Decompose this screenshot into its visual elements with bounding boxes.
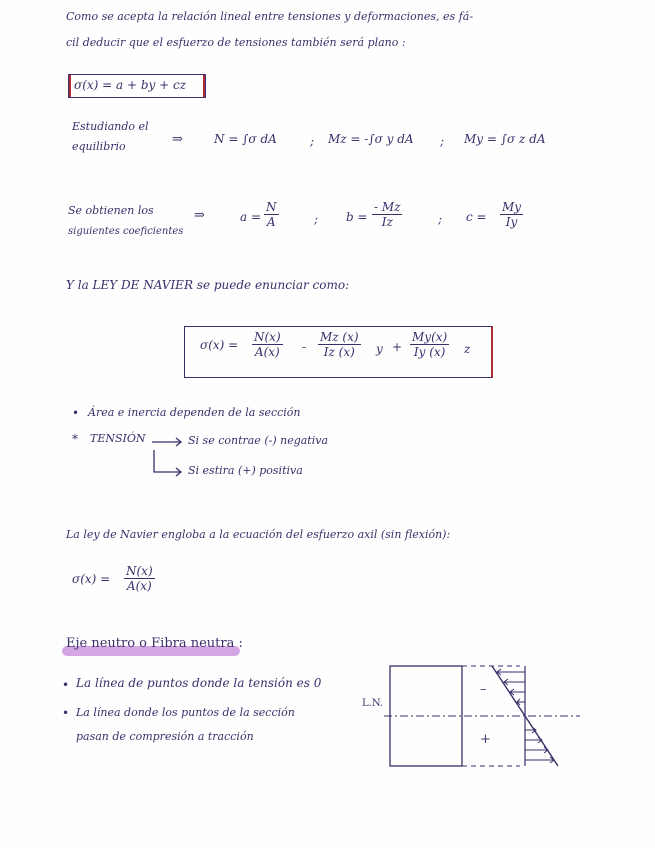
tension-arrows (525, 727, 554, 763)
navier-term-2 (318, 330, 361, 359)
coefficients-label-1: Se obtienen los (68, 204, 154, 217)
coef-a-lhs: a = (240, 210, 262, 224)
navier-term-3 (410, 330, 449, 359)
coef-a-denominator: A (266, 215, 276, 229)
coef-a-fraction (264, 200, 279, 229)
navier-term-1-den: A(x) (254, 345, 280, 359)
bullet-mark: • (62, 678, 70, 692)
separator: ; (440, 134, 445, 148)
coef-b-fraction (372, 200, 402, 229)
axial-denominator: A(x) (126, 579, 152, 593)
tension-sign: + (480, 732, 491, 747)
coefficients-arrow: ⇒ (194, 208, 205, 223)
stress-diagram-svg (360, 660, 590, 770)
bullet-mark: * (72, 432, 78, 446)
coefficients-label-2: siguientes coeficientes (68, 226, 184, 237)
separator: ; (310, 134, 315, 148)
neutral-heading: Eje neutro o Fibra neutra : (66, 636, 243, 651)
navier-op-2: + (392, 340, 403, 354)
equilibrium-arrow: ⇒ (172, 132, 183, 147)
equilibrium-label-2: equilibrio (72, 140, 126, 153)
navier-term-3-num: My(x) (412, 330, 448, 344)
bullet-tension: TENSIÓN (90, 432, 146, 445)
navier-term-2-num: Mz (x) (320, 330, 359, 344)
navier-var-y: y (376, 342, 383, 356)
branch-stretch: Si estira (+) positiva (188, 464, 303, 477)
sigma-formula: σ(x) = a + by + cz (74, 78, 187, 92)
branch-arrows (148, 436, 188, 480)
navier-term-2-den: Iz (x) (323, 345, 355, 359)
intro-line-2: cil deducir que el esfuerzo de tensiones también será plano : (66, 36, 406, 49)
navier-intro: Y la LEY DE NAVIER se puede enunciar como: (66, 278, 350, 292)
equation-my: My = ∫σ z dA (464, 132, 546, 146)
equilibrium-label-1: Estudiando el (72, 120, 149, 133)
navier-term-1 (252, 330, 283, 359)
neutral-point-2-line-2: pasan de compresión a tracción (76, 730, 254, 743)
neutral-axis-label: L.N. (362, 698, 384, 709)
bullet-area-inertia: Área e inercia dependen de la sección (88, 406, 301, 419)
navier-lhs: σ(x) = (200, 338, 239, 352)
coef-c-lhs: c = (466, 210, 487, 224)
bullet-mark: • (72, 406, 80, 420)
coef-c-denominator: Iy (505, 215, 518, 229)
navier-term-3-den: Iy (x) (413, 345, 446, 359)
coef-c-fraction (500, 200, 523, 229)
bullet-mark: • (62, 706, 70, 720)
navier-axial-text: La ley de Navier engloba a la ecuación del esfuerzo axil (sin flexión): (66, 528, 451, 541)
stress-distribution-diagram (360, 660, 590, 770)
axial-lhs: σ(x) = (72, 572, 111, 586)
coef-a-numerator: N (266, 200, 277, 214)
compression-arrows (497, 669, 525, 705)
navier-var-z: z (464, 342, 471, 356)
intro-line-1: Como se acepta la relación lineal entre tensiones y deformaciones, es fá- (66, 10, 474, 23)
navier-op-1: - (302, 340, 307, 354)
branch-contract: Si se contrae (-) negativa (188, 434, 329, 447)
coef-b-numerator: - Mz (374, 200, 401, 214)
coef-c-numerator: My (502, 200, 522, 214)
coef-b-lhs: b = (346, 210, 368, 224)
axial-fraction (124, 564, 155, 593)
navier-term-1-num: N(x) (254, 330, 281, 344)
compression-sign: – (480, 682, 487, 697)
coef-b-denominator: Iz (381, 215, 393, 229)
axial-numerator: N(x) (126, 564, 153, 578)
separator: ; (314, 212, 319, 226)
equation-n: N = ∫σ dA (214, 132, 277, 146)
separator: ; (438, 212, 443, 226)
neutral-point-2-line-1: La línea donde los puntos de la sección (76, 706, 295, 719)
neutral-point-1: La línea de puntos donde la tensión es 0 (76, 676, 322, 690)
equation-mz: Mz = -∫σ y dA (328, 132, 414, 146)
